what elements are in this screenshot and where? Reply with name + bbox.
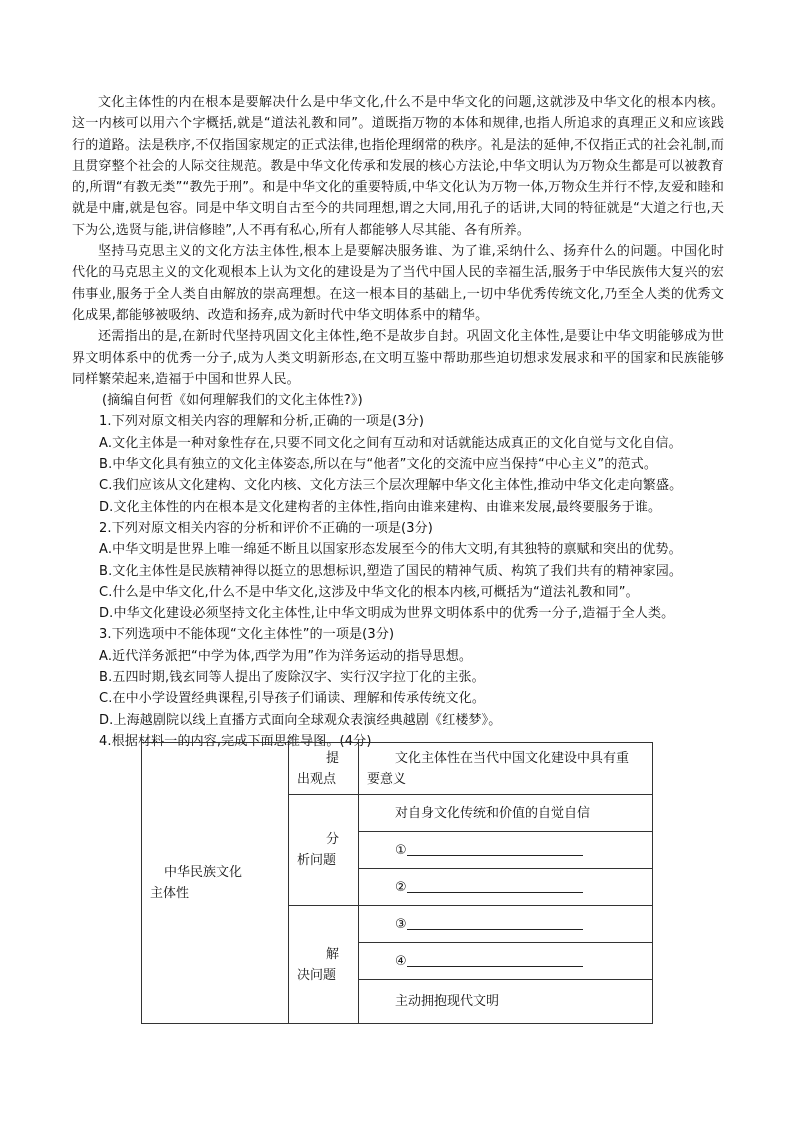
question-1-stem: 1.下列对原文相关内容的理解和分析,正确的一项是(3分) (99, 414, 425, 430)
mind-map-root-line-2: 主体性 (150, 886, 190, 901)
passage-paragraph-2: 坚持马克思主义的文化方法主体性,根本上是要解决服务谁、为了谁,采纳什么、扬弃什么的问题。中国化时代化的马克思主义的文化观根本上认为文化的建设是为了当代中国人民的幸福生活,服务于中华民族伟大复兴的宏伟事业,服务于全人类自由解放的崇高理想。在这一根本目的基础上,一切中华优秀传统文化,乃至全人类的优秀文化成果,都能够被吸纳、改造和扬弃,成为新时代中华文明体系中的精华。 (72, 244, 724, 323)
question-3-option-a: A.近代洋务派把“中学为体,西学为用”作为洋务运动的指导思想。 (99, 648, 473, 664)
question-2-stem: 2.下列对原文相关内容的分析和评价不正确的一项是(3分) (99, 520, 434, 536)
solve-item-blank-4[interactable] (359, 943, 653, 980)
mind-map-table (141, 742, 653, 1024)
question-3-stem: 3.下列选项中不能体现“文化主体性”的一项是(3分) (99, 627, 395, 643)
blank-label-2: ② (395, 879, 407, 895)
answer-blank-3[interactable] (407, 915, 583, 930)
solve-label (289, 906, 359, 1024)
question-1-option-c: C.我们应该从文化建构、文化内核、文化方法三个层次理解中华文化主体性,推动中华文化走向繁盛。 (99, 478, 683, 494)
solve-label-line-2: 决问题 (297, 967, 337, 983)
blank-label-4: ④ (395, 953, 407, 969)
answer-blank-4[interactable] (407, 952, 583, 967)
question-2-option-b: B.文化主体性是民族精神得以挺立的思想标识,塑造了国民的精神气质、构筑了我们共有的精神家园。 (99, 563, 683, 579)
passage-source: (摘编自何哲《如何理解我们的文化主体性?》) (102, 393, 363, 409)
question-4-stem: 4.根据材料一的内容,完成下面思维导图。(4分) (99, 733, 372, 749)
mind-map-root (142, 743, 289, 1024)
analyze-item-1: 对自身文化传统和价值的自觉自信 (359, 795, 653, 832)
viewpoint-label-line-1: 提 (325, 750, 339, 766)
question-3-option-d: D.上海越剧院以线上直播方式面向全球观众表演经典越剧《红楼梦》。 (99, 712, 502, 728)
analyze-item-blank-2[interactable] (359, 869, 653, 906)
passage-paragraph-3: 还需指出的是,在新时代坚持巩固文化主体性,绝不是故步自封。巩固文化主体性,是要让中华文明能够成为世界文明体系中的优秀一分子,成为人类文明新形态,在文明互鉴中帮助那些迫切想求发展求和平的国家和民族能够同样繁荣起来,造福于中国和世界人民。 (72, 329, 724, 387)
solve-item-3: 主动拥抱现代文明 (359, 980, 653, 1024)
question-3-option-b: B.五四时期,钱玄同等人提出了废除汉字、实行汉字拉丁化的主张。 (99, 670, 485, 686)
question-1-option-a: A.文化主体是一种对象性存在,只要不同文化之间有互动和对话就能达成真正的文化自觉与文化自信。 (99, 435, 682, 451)
mind-map-root-line-1: 中华民族文化 (164, 865, 243, 880)
analyze-label-line-1: 分 (325, 832, 339, 847)
viewpoint-label-line-2: 出观点 (297, 771, 337, 787)
question-2-option-d: D.中华文化建设必须坚持文化主体性,让中华文明成为世界文明体系中的优秀一分子,造福于全人类。 (99, 606, 675, 622)
question-3-option-c: C.在中小学设置经典课程,引导孩子们诵读、理解和传承传统文化。 (99, 691, 485, 707)
answer-blank-2[interactable] (407, 878, 583, 893)
passage-paragraph-1: 文化主体性的内在根本是要解决什么是中华文化,什么不是中华文化的问题,这就涉及中华文化的根本内核。这一内核可以用六个字概括,就是“道法礼教和同”。道既指万物的本体和规律,也指人所追求的真理正义和应该践行的道路。法是秩序,不仅指国家规定的正式法律,也指伦理纲常的秩序。礼是法的延伸,不仅指正式的社会礼制,而且贯穿整个社会的人际交往规范。教是中华文化传承和发展的核心方法论,中华文明认为万物众生都是可以被教育的,所谓“有教无类”“教先于刑”。和是中华文化的重要特质,中华文化认为万物一体,万物众生并行不悖,友爱和睦和就是中庸,就是包容。同是中华文明自古至今的共同理想,谓之大同,用孔子的话讲,大同的特征就是“大道之行也,天下为公,选贤与能,讲信修睦”,人不再有私心,所有人都能够人尽其能、各有所养。 (72, 95, 724, 238)
analyze-label-line-2: 析问题 (297, 853, 337, 868)
content-area (72, 92, 724, 752)
viewpoint-text: 文化主体性在当代中国文化建设中具有重要意义 (367, 750, 630, 787)
viewpoint-cell (359, 743, 653, 795)
answer-blank-1[interactable] (407, 841, 583, 856)
blank-label-3: ③ (395, 916, 407, 932)
blank-label-1: ① (395, 842, 407, 858)
solve-label-line-1: 解 (325, 946, 339, 962)
viewpoint-label (289, 743, 359, 795)
question-1-option-d: D.文化主体性的内在根本是文化建构者的主体性,指向由谁来建构、由谁来发展,最终要服务于谁。 (99, 499, 662, 515)
question-2-option-c: C.什么是中华文化,什么不是中华文化,这涉及中华文化的根本内核,可概括为“道法礼教和同”。 (99, 584, 639, 600)
solve-item-blank-3[interactable] (359, 906, 653, 943)
analyze-item-blank-1[interactable] (359, 832, 653, 869)
question-1-option-b: B.中华文化具有独立的文化主体姿态,所以在与“他者”文化的交流中应当保持“中心主义”的范式。 (99, 457, 658, 473)
analyze-label (289, 795, 359, 906)
question-2-option-a: A.中华文明是世界上唯一绵延不断且以国家形态发展至今的伟大文明,有其独特的禀赋和突出的优势。 (99, 542, 682, 558)
